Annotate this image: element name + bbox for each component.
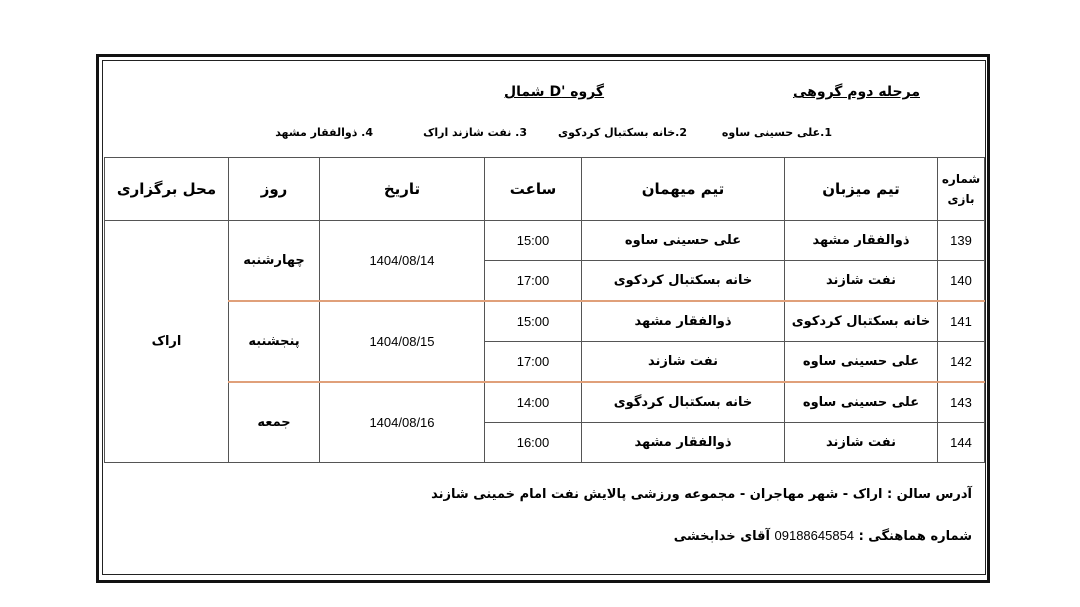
game-number: 141 xyxy=(938,301,985,342)
game-number: 140 xyxy=(938,261,985,302)
game-time: 17:00 xyxy=(485,261,582,302)
venue-cell: اراک xyxy=(105,221,229,463)
home-team: نفت شازند xyxy=(785,423,938,463)
game-day: پنجشنبه xyxy=(229,301,320,382)
table-row xyxy=(105,221,985,261)
contact-label: شماره هماهنگی : xyxy=(858,529,972,544)
venue-address: آدرس سالن : اراک - شهر مهاجران - مجموعه ورزشی پالایش نفت امام خمینی شازند xyxy=(431,487,972,502)
contact-line xyxy=(674,528,972,544)
header-venue: محل برگزاری xyxy=(105,158,229,221)
header-num-line1: شماره xyxy=(941,172,981,186)
game-time: 17:00 xyxy=(485,342,582,383)
header-date: تاریخ xyxy=(320,158,485,221)
game-time: 16:00 xyxy=(485,423,582,463)
home-team: نفت شازند xyxy=(785,261,938,302)
contact-phone: 09188645854 xyxy=(774,528,855,543)
guest-team: خانه بسکتبال کردگوی xyxy=(582,382,785,423)
home-team: علی حسینی ساوه xyxy=(785,382,938,423)
header-guest-team: تیم میهمان xyxy=(582,158,785,221)
guest-team: ذوالفقار مشهد xyxy=(582,423,785,463)
game-time: 15:00 xyxy=(485,301,582,342)
game-date: 1404/08/14 xyxy=(320,221,485,302)
team-item-3: 3. نفت شازند اراک xyxy=(423,126,527,139)
header-time: ساعت xyxy=(485,158,582,221)
group-title: گروه 'D شمال xyxy=(504,84,605,100)
team-item-2: 2.خانه بسکتبال کردکوی xyxy=(558,126,687,139)
table-row xyxy=(105,382,985,423)
schedule-table xyxy=(104,157,985,463)
home-team: علی حسینی ساوه xyxy=(785,342,938,383)
contact-name: آقای خدابخشی xyxy=(673,529,770,544)
team-item-1: 1.علی حسینی ساوه xyxy=(721,126,832,139)
game-date: 1404/08/16 xyxy=(320,382,485,463)
game-time: 15:00 xyxy=(485,221,582,261)
table-row xyxy=(105,301,985,342)
game-number: 144 xyxy=(938,423,985,463)
game-number: 143 xyxy=(938,382,985,423)
game-day: چهارشنبه xyxy=(229,221,320,302)
guest-team: نفت شازند xyxy=(582,342,785,383)
game-date: 1404/08/15 xyxy=(320,301,485,382)
game-number: 139 xyxy=(938,221,985,261)
team-item-4: 4. ذوالفقار مشهد xyxy=(275,126,373,139)
stage-title: مرحله دوم گروهی xyxy=(793,84,920,100)
home-team: خانه بسکتبال کردکوی xyxy=(785,301,938,342)
guest-team: ذوالفقار مشهد xyxy=(582,301,785,342)
table-header-row xyxy=(105,158,985,221)
game-day: جمعه xyxy=(229,382,320,463)
home-team: ذوالفقار مشهد xyxy=(785,221,938,261)
header-num-line2: بازی xyxy=(947,192,975,206)
header-day: روز xyxy=(229,158,320,221)
game-time: 14:00 xyxy=(485,382,582,423)
guest-team: خانه بسکتبال کردکوی xyxy=(582,261,785,302)
header-home-team: تیم میزبان xyxy=(785,158,938,221)
guest-team: علی حسینی ساوه xyxy=(582,221,785,261)
game-number: 142 xyxy=(938,342,985,383)
header-game-number xyxy=(938,158,985,221)
